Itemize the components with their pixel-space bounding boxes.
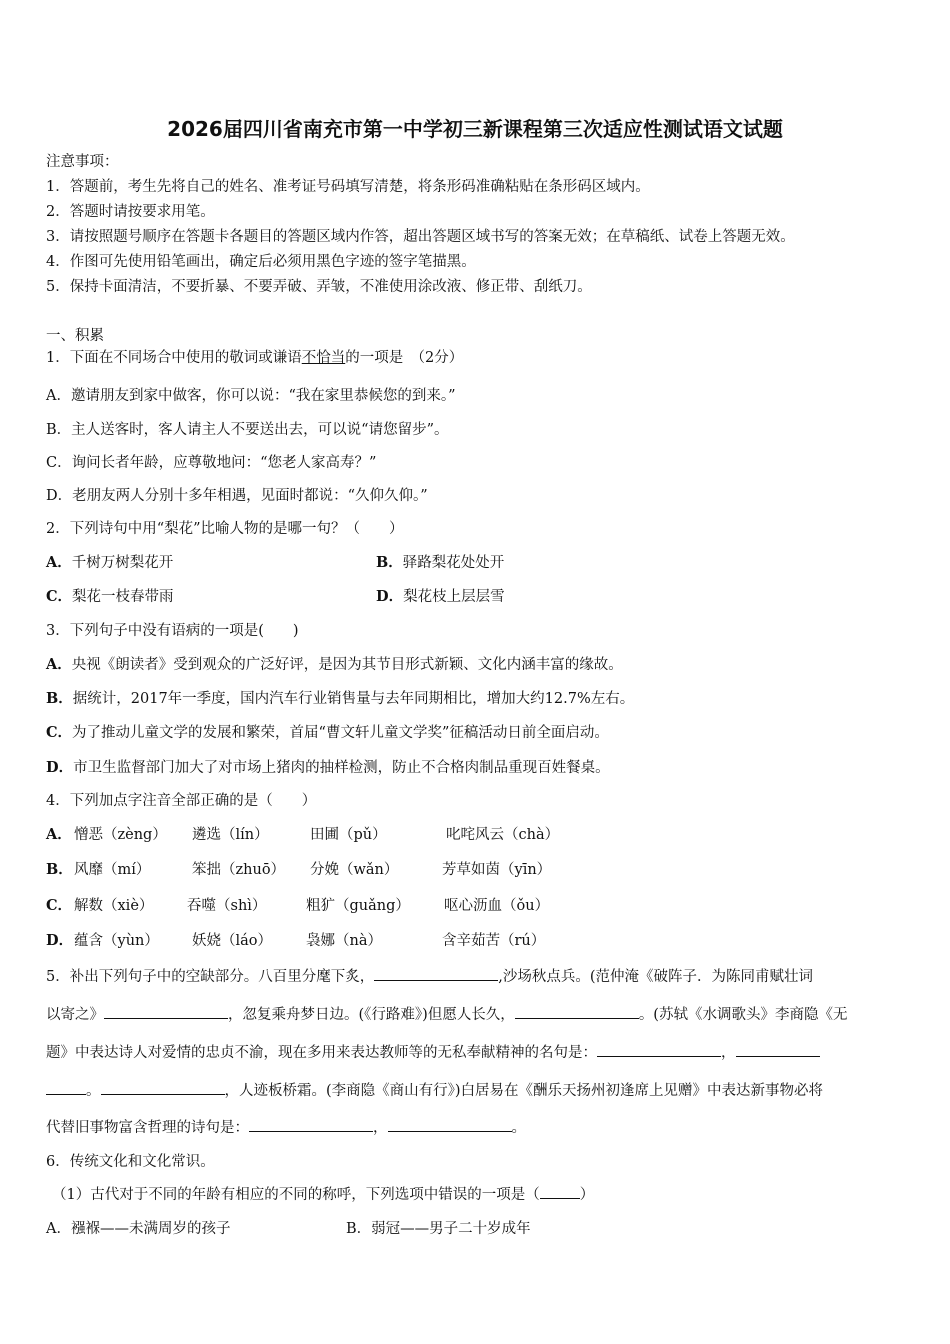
option-key: B． <box>46 690 73 707</box>
pinyin-item: 田圃（pǔ） <box>310 827 387 843</box>
option-key: A． <box>46 656 72 673</box>
pinyin-item: 袅娜（nà） <box>306 933 382 949</box>
answer-blank[interactable] <box>736 1042 820 1057</box>
text: ，忽复乘舟梦日边。(《行路难》)但愿人长久， <box>228 1007 515 1023</box>
text: ,沙场秋点兵。(范仲淹《破阵子．为陈同甫赋壮词 <box>498 969 813 985</box>
text: ，人迹板桥霜。(李商隐《商山有行》)白居易在《酬乐天扬州初逢席上见赠》中表达新事物必将 <box>224 1083 824 1099</box>
pinyin-item: 粗犷（guǎng） <box>306 898 410 914</box>
question-6-sub1 <box>52 1184 594 1205</box>
answer-blank[interactable] <box>249 1117 373 1132</box>
question-3-option-b <box>46 689 634 709</box>
option-key: B． <box>46 861 73 878</box>
question-5-line <box>46 1117 526 1138</box>
text: 。(苏轼《水调歌头》李商隐《无 <box>638 1007 848 1023</box>
option-key: B． <box>376 554 403 571</box>
option-key: D． <box>46 932 74 949</box>
question-4-stem: 4．下列加点字注音全部正确的是（ ） <box>46 793 317 809</box>
text: ） <box>579 1187 595 1203</box>
notice-item: 5．保持卡面清洁，不要折暴、不要弄破、弄皱，不准使用涂改液、修正带、刮纸刀。 <box>46 279 592 295</box>
notice-item: 1．答题前，考生先将自己的姓名、准考证号码填写清楚，将条形码准确粘贴在条形码区域内。 <box>46 179 650 195</box>
question-4-option-key <box>46 825 72 845</box>
text: 题》中表达诗人对爱情的忠贞不渝，现在多用来表达教师等的无私奉献精神的名句是： <box>46 1045 597 1061</box>
option-key: A． <box>46 554 72 571</box>
option-key: D． <box>46 759 74 776</box>
question-2-option-a <box>46 553 173 573</box>
answer-blank[interactable] <box>101 1080 225 1095</box>
stem-text: 的一项是 （2分） <box>345 350 464 366</box>
question-6-option-a: A．襁褓——未满周岁的孩子 <box>46 1221 231 1237</box>
option-key: D． <box>376 588 404 605</box>
option-text: 市卫生监督部门加大了对市场上猪肉的抽样检测，防止不合格肉制品重现百姓餐桌。 <box>73 760 610 776</box>
pinyin-item: 笨拙（zhuō） <box>192 862 286 878</box>
question-4-option-key <box>46 896 72 916</box>
stem-text: 1．下面在不同场合中使用的敬词或谦语 <box>46 350 302 366</box>
text: ， <box>721 1045 736 1061</box>
text: 以寄之》 <box>46 1007 104 1023</box>
page-title: 2026届四川省南充市第一中学初三新课程第三次适应性测试语文试题 <box>167 117 783 141</box>
option-key: C． <box>46 897 73 914</box>
option-text: 梨花一枝春带雨 <box>72 589 174 605</box>
option-text: 千树万树梨花开 <box>71 555 174 571</box>
option-text: 为了推动儿童文学的发展和繁荣，首届“曹文轩儿童文学奖”征稿活动日前全面启动。 <box>72 725 609 741</box>
underlined-word: 不恰当 <box>301 350 346 366</box>
text: （1）古代对于不同的年龄有相应的不同的称呼，下列选项中错误的一项是（ <box>52 1187 540 1203</box>
question-2-option-d <box>376 587 505 607</box>
pinyin-item: 分娩（wǎn） <box>310 862 399 878</box>
question-1-option-d: D．老朋友两人分别十多年相遇，见面时都说：“久仰久仰。” <box>46 488 428 504</box>
notice-item: 4．作图可先使用铅笔画出，确定后必须用黑色字迹的签字笔描黑。 <box>46 254 476 270</box>
answer-blank[interactable] <box>104 1004 228 1019</box>
question-5-line <box>46 1042 820 1063</box>
question-3-option-d <box>46 758 610 778</box>
option-text: 据统计，2017年一季度，国内汽车行业销售量与去年同期相比，增加大约12.7%左右。 <box>72 691 635 707</box>
pinyin-item: 吞噬（shì） <box>187 898 267 914</box>
answer-blank[interactable] <box>46 1080 86 1095</box>
question-5-line <box>46 966 813 987</box>
question-1-option-b: B．主人送客时，客人请主人不要送出去，可以说“请您留步”。 <box>46 422 449 438</box>
answer-blank[interactable] <box>515 1004 639 1019</box>
section-heading: 一、积累 <box>46 328 104 344</box>
text: ， <box>373 1120 388 1136</box>
option-text: 梨花枝上层层雪 <box>403 589 505 605</box>
option-text: 央视《朗读者》受到观众的广泛好评，是因为其节目形式新颖、文化内涵丰富的缘故。 <box>71 657 623 673</box>
notice-heading: 注意事项： <box>46 154 119 170</box>
pinyin-item: 含辛茹苦（rú） <box>442 933 546 949</box>
pinyin-item: 憎恶（zèng） <box>74 827 167 843</box>
question-1-stem <box>46 348 463 368</box>
answer-blank[interactable] <box>374 966 498 981</box>
option-text: 驿路梨花处处开 <box>402 555 505 571</box>
pinyin-item: 妖娆（láo） <box>192 933 273 949</box>
pinyin-item: 呕心沥血（ǒu） <box>444 898 550 914</box>
notice-item: 2．答题时请按要求用笔。 <box>46 204 215 220</box>
pinyin-item: 解数（xiè） <box>74 898 154 914</box>
option-key: C． <box>46 588 73 605</box>
question-1-option-a: A．邀请朋友到家中做客，你可以说：“我在家里恭候您的到来。” <box>46 388 456 404</box>
question-5-line <box>46 1004 847 1025</box>
question-6-option-b: B．弱冠——男子二十岁成年 <box>346 1221 531 1237</box>
question-3-stem: 3．下列句子中没有语病的一项是( ) <box>46 623 299 639</box>
answer-blank[interactable] <box>540 1184 580 1199</box>
pinyin-item: 蕴含（yùn） <box>74 933 159 949</box>
question-3-option-c <box>46 723 609 743</box>
question-1-option-c: C．询问长者年龄，应尊敬地问：“您老人家高寿？” <box>46 455 377 471</box>
question-2-stem: 2．下列诗句中用“梨花”比喻人物的是哪一句？（ ） <box>46 521 404 537</box>
text: 。 <box>511 1120 526 1136</box>
question-2-option-b <box>376 553 504 573</box>
pinyin-item: 芳草如茵（yīn） <box>442 862 552 878</box>
answer-blank[interactable] <box>597 1042 721 1057</box>
option-key: A． <box>46 826 72 843</box>
text: 。 <box>86 1083 101 1099</box>
question-2-option-c <box>46 587 174 607</box>
option-key: C． <box>46 724 73 741</box>
pinyin-item: 风靡（mí） <box>74 862 151 878</box>
question-3-option-a <box>46 655 623 675</box>
question-4-option-key <box>46 860 73 880</box>
notice-item: 3．请按照题号顺序在答题卡各题目的答题区域内作答，超出答题区域书写的答案无效；在草稿纸、试卷上答题无效。 <box>46 229 795 245</box>
question-6-stem: 6．传统文化和文化常识。 <box>46 1154 215 1170</box>
text: 代替旧事物富含哲理的诗句是： <box>46 1120 249 1136</box>
question-4-option-key <box>46 931 73 951</box>
question-5-line <box>46 1080 823 1101</box>
text: 5．补出下列句子中的空缺部分。八百里分麾下炙， <box>46 969 375 985</box>
answer-blank[interactable] <box>388 1117 512 1132</box>
pinyin-item: 遴选（lín） <box>192 827 269 843</box>
pinyin-item: 叱咤风云（chà） <box>446 827 560 843</box>
